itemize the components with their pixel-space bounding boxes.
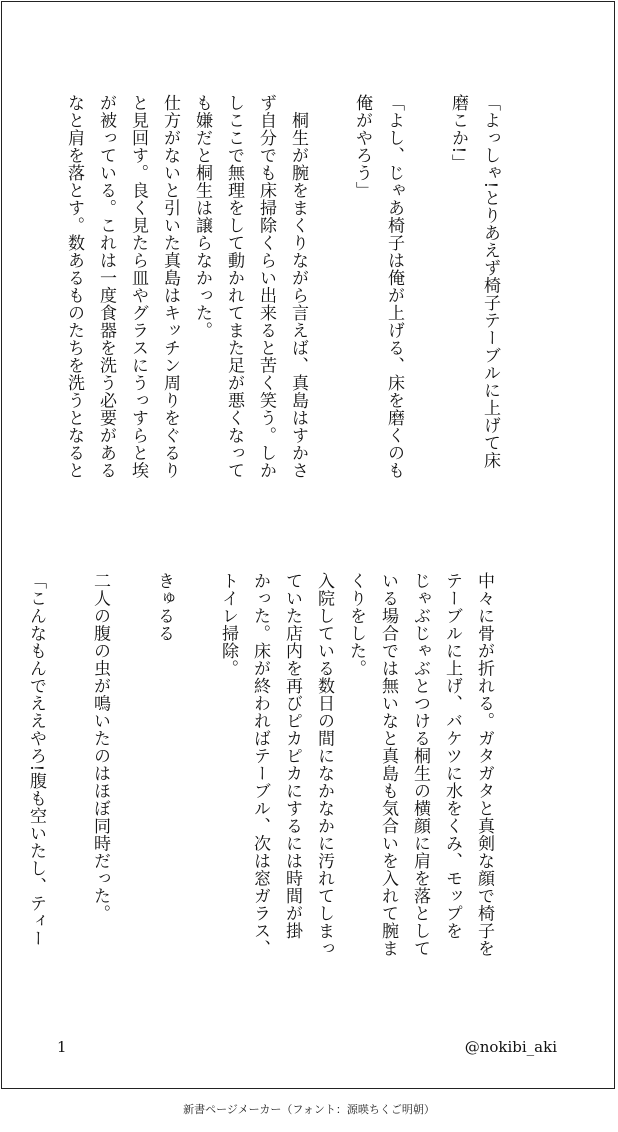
text-line: なと肩を落とす。数あるものたちを洗うとなると [64,94,84,479]
text-line [52,572,84,992]
text-line: じゃぶじゃぶとつける桐生の横顔に肩を落として [410,572,430,957]
text-line: 入院している数日の間になかなかに汚れてしまっ [314,572,334,957]
author-handle: @nokibi_aki [464,1038,557,1056]
text-line: 「よっしゃ!とりあえず椅子テーブルに上げて床 [480,94,500,469]
text-line: ていた店内を再びピカピカにするには時間が掛 [282,572,302,940]
text-line: 磨こか!」 [448,94,468,172]
manuscript-page [1,1,615,1089]
text-line: トイレ掃除。 [218,572,238,677]
text-line: 二人の腹の虫が鳴いたのはほぼ同時だった。 [90,572,110,922]
text-line: 「よし、じゃあ椅子は俺が上げる、床を磨くのも [384,94,404,479]
text-line [314,94,346,524]
text-line [180,572,212,992]
footer-credit: 新書ページメーカー（フォント：源暎ちくご明朝） [183,1103,435,1116]
text-line [410,94,442,524]
text-line: くりをした。 [346,572,366,677]
text-block-bottom [20,572,500,992]
page-number: 1 [57,1038,67,1056]
text-line: 俺がやろう」 [352,94,372,199]
text-line: ず自分でも床掃除くらい出来ると苦く笑う。しか [256,94,276,479]
text-line: が被っている。これは一度食器を洗う必要がある [96,94,116,479]
text-line: テーブルに上げ、バケツに水をくみ、モップを [442,572,462,940]
text-line: しここで無理をして動かれてまた足が悪くなって [224,94,244,479]
text-line: 「こんなもんでええやろ!腹も空いたし、ティー [26,572,46,947]
text-line: と見回す。良く見たら皿やグラスにうっすらと埃 [128,94,148,479]
text-line: 仕方がないと引いた真島はキッチン周りをぐるり [160,94,180,479]
text-line: 桐生が腕をまくりながら言えば、真島はすかさ [288,94,308,479]
text-line [116,572,148,992]
text-line: かった。床が終わればテーブル、次は窓ガラス、 [250,572,270,957]
text-line: も嫌だと桐生は譲らなかった。 [192,94,212,339]
text-block-top [58,94,506,524]
text-line: いる場合では無いなと真島も気合いを入れて腕ま [378,572,398,957]
text-line: 中々に骨が折れる。ガタガタと真剣な顔で椅子を [474,572,494,957]
text-line: きゅるる [154,572,174,642]
